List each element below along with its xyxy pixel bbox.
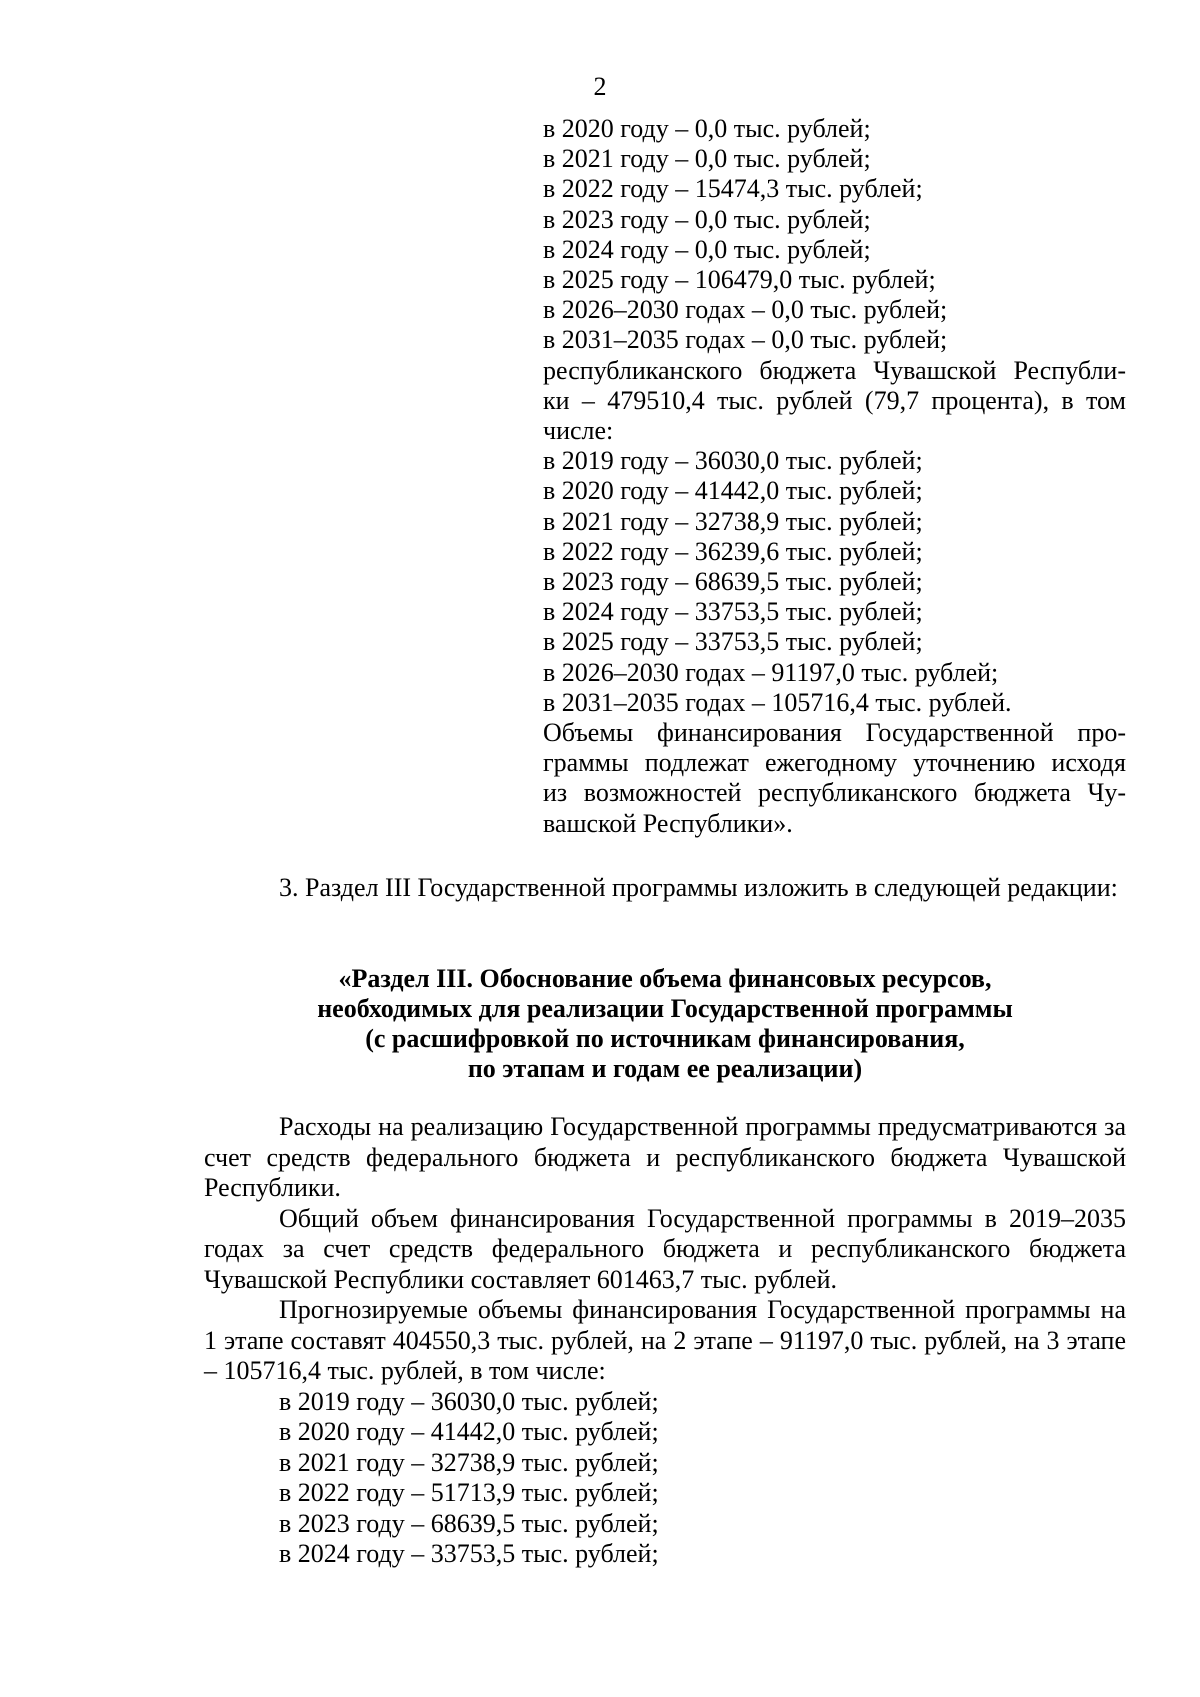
republican-year-line: в 2023 году – 68639,5 тыс. рублей; xyxy=(543,567,923,597)
funding-note-line: Объемы финансирования Государственной про- xyxy=(543,718,1126,748)
year-line: в 2022 году – 51713,9 тыс. рублей; xyxy=(279,1478,659,1507)
section-heading-line: необходимых для реализации Государственной программы xyxy=(317,994,1013,1023)
republican-year-line: в 2020 году – 41442,0 тыс. рублей; xyxy=(543,476,923,506)
republican-year-line: в 2024 году – 33753,5 тыс. рублей; xyxy=(543,597,923,627)
paragraph-total-volume: Общий объем финансирования Государственной программы в 2019–2035 годах за счет средств федерального бюджета и республиканского бюджета Чувашской Республики составляет 601463,7 тыс. рублей. xyxy=(204,1203,1126,1294)
funding-sources-column xyxy=(543,114,1126,839)
paragraph-forecast: Прогнозируемые объемы финансирования Государственной программы на 1 этапе составят 404550,3 тыс. рублей, на 2 этапе – 91197,0 тыс. рублей, на 3 этапе – 105716,4 тыс. рублей, в том числе: xyxy=(204,1295,1126,1385)
federal-year-line: в 2023 году – 0,0 тыс. рублей; xyxy=(543,204,871,234)
federal-year-line: в 2022 году – 15474,3 тыс. рублей; xyxy=(543,174,923,204)
funding-note-line: вашской Республики». xyxy=(543,808,793,838)
funding-note-line: граммы подлежат ежегодному уточнению исходя xyxy=(543,748,1126,778)
federal-year-line: в 2031–2035 годах – 0,0 тыс. рублей; xyxy=(543,325,948,355)
republican-budget-line: республиканского бюджета Чувашской Республи- xyxy=(543,355,1126,385)
republican-year-line: в 2019 году – 36030,0 тыс. рублей; xyxy=(543,446,923,476)
year-line: в 2023 году – 68639,5 тыс. рублей; xyxy=(279,1508,659,1538)
section-heading-line: по этапам и годам ее реализации) xyxy=(467,1054,863,1083)
republican-budget-line: числе: xyxy=(543,416,614,446)
federal-year-line: в 2026–2030 годах – 0,0 тыс. рублей; xyxy=(543,295,948,325)
republican-year-line: в 2026–2030 годах – 91197,0 тыс. рублей; xyxy=(543,657,999,687)
republican-year-line: в 2021 году – 32738,9 тыс. рублей; xyxy=(543,506,923,536)
year-line: в 2019 году – 36030,0 тыс. рублей; xyxy=(279,1386,659,1416)
funding-note-line: из возможностей республиканского бюджета Чу- xyxy=(543,778,1126,808)
federal-year-line: в 2025 году – 106479,0 тыс. рублей; xyxy=(543,265,936,295)
section-heading xyxy=(204,964,1126,1084)
republican-budget-line: ки – 479510,4 тыс. рублей (79,7 процента), в том xyxy=(543,385,1126,415)
federal-year-line: в 2024 году – 0,0 тыс. рублей; xyxy=(543,234,871,264)
section-heading-line: «Раздел III. Обоснование объема финансовых ресурсов, xyxy=(338,964,992,993)
republican-year-line: в 2031–2035 годах – 105716,4 тыс. рублей. xyxy=(543,687,1012,717)
republican-year-line: в 2025 году – 33753,5 тыс. рублей; xyxy=(543,627,923,657)
federal-year-line: в 2020 году – 0,0 тыс. рублей; xyxy=(543,114,871,143)
section-body xyxy=(204,1112,1126,1570)
year-line: в 2021 году – 32738,9 тыс. рублей; xyxy=(279,1447,659,1477)
paragraph-expenses: Расходы на реализацию Государственной программы предусматриваются за счет средств федерального бюджета и республиканского бюджета Чувашской Республики. xyxy=(204,1112,1126,1202)
page-number: 2 xyxy=(593,72,607,101)
republican-year-line: в 2022 году – 36239,6 тыс. рублей; xyxy=(543,536,923,566)
section-heading-line: (с расшифровкой по источникам финансирования, xyxy=(365,1024,965,1053)
federal-year-line: в 2021 году – 0,0 тыс. рублей; xyxy=(543,144,871,174)
year-line: в 2020 году – 41442,0 тыс. рублей; xyxy=(279,1417,659,1446)
item-3-paragraph: 3. Раздел III Государственной программы изложить в следующей редакции: xyxy=(279,873,1118,902)
year-line: в 2024 году – 33753,5 тыс. рублей; xyxy=(279,1539,659,1568)
